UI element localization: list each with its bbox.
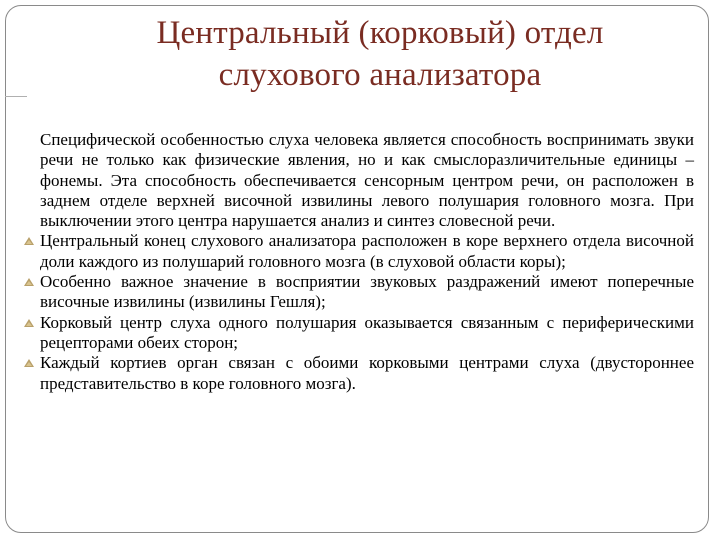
intro-paragraph: Специфической особенностью слуха человека является способность воспринимать звуки речи не только как физические явления, но и как смыслоразличительные единицы – фонемы. Эта способность обеспечивается сенсорным центром речи, он расположен в заднем отделе верхней височной извилины левого полушария головного мозга. При выключении этого центра нарушается анализ и синтез словесной речи. — [40, 130, 694, 231]
triangle-bullet-icon — [24, 278, 34, 286]
bullet-item — [22, 353, 694, 394]
bullet-text: Особенно важное значение в восприятии звуковых раздражений имеют поперечные височные извилины (извилины Гешля); — [40, 272, 694, 312]
triangle-bullet-icon — [24, 359, 34, 367]
triangle-bullet-icon — [24, 237, 34, 245]
slide-body — [22, 130, 694, 394]
slide-title-line-1: Центральный (корковый) отдел — [156, 15, 604, 51]
bullet-list — [22, 231, 694, 393]
bullet-item — [22, 272, 694, 313]
title-accent-line — [5, 96, 27, 97]
bullet-text: Корковый центр слуха одного полушария оказывается связанным с периферическими рецепторами обеих сторон; — [40, 312, 694, 352]
bullet-text: Каждый кортиев орган связан с обоими корковыми центрами слуха (двустороннее представительство в коре головного мозга). — [40, 353, 694, 393]
bullet-item — [22, 231, 694, 272]
slide-title — [60, 12, 700, 96]
bullet-text: Центральный конец слухового анализатора расположен в коре верхнего отдела височной доли каждого из полушарий головного мозга (в слуховой области коры); — [40, 231, 694, 271]
triangle-bullet-icon — [24, 319, 34, 327]
slide-title-line-2: слухового анализатора — [218, 57, 542, 93]
bullet-item — [22, 313, 694, 354]
